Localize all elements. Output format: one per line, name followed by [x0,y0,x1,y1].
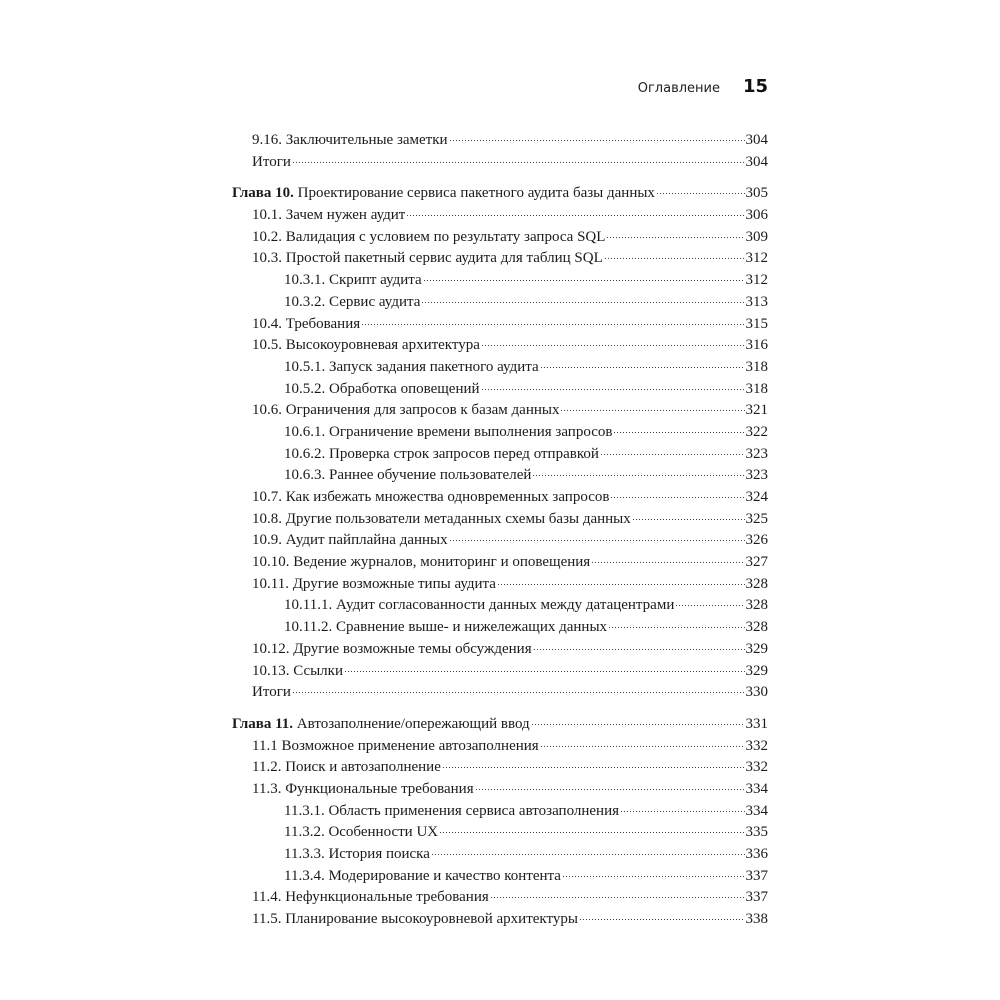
toc-entry[interactable] [232,509,768,531]
toc-page-number: 325 [745,510,768,527]
dot-leader [531,724,745,725]
dot-leader [449,140,745,141]
toc-entry-text: 10.10. Ведение журналов, мониторинг и оповещения [252,554,591,571]
toc-page-number: 323 [745,445,768,462]
toc-entry[interactable] [232,152,768,174]
toc-entry-title [284,379,480,401]
toc-entry-text: 11.2. Поиск и автозаполнение [252,759,441,776]
dot-leader [421,302,744,303]
toc-entry-text: 11.3.2. Особенности UX [284,824,439,841]
toc-entry-text: 10.8. Другие пользователи метаданных схемы базы данных [252,510,631,527]
toc-page-number: 328 [745,575,768,592]
toc-entry-title [252,130,448,152]
toc-chapter-entry[interactable] [232,714,768,736]
dot-leader [579,919,745,920]
dot-leader [562,876,745,877]
dot-leader [608,627,744,628]
toc-entry-text: 10.5.2. Обработка оповещений [284,380,480,397]
toc-group-spacer [232,173,768,183]
toc-page-number: 332 [745,759,768,776]
toc-page-number: 332 [745,737,768,754]
toc-entry-text: Итоги [252,153,291,170]
toc-entry[interactable] [232,574,768,596]
toc-entry-title [252,314,360,336]
toc-entry[interactable] [232,801,768,823]
toc-page-number: 304 [745,132,768,148]
toc-page-number: 326 [745,532,768,549]
toc-entry[interactable] [232,595,768,617]
toc-entry[interactable] [232,270,768,292]
toc-entry[interactable] [232,822,768,844]
dot-leader [620,811,745,812]
dot-leader [423,280,745,281]
toc-entry[interactable] [232,314,768,336]
toc-page-number: 305 [745,185,768,202]
page-header [232,76,768,102]
toc-page-number: 316 [745,337,768,354]
toc-entry[interactable] [232,444,768,466]
toc-page-number: 334 [745,780,768,797]
toc-entry-text: 11.1 Возможное применение автозаполнения [252,737,539,754]
dot-leader [406,215,744,216]
toc-entry-text: 10.11.1. Аудит согласованности данных между датацентрами [284,597,675,614]
toc-entry-text: 11.5. Планирование высокоуровневой архитектуры [252,911,578,928]
dot-leader [532,475,744,476]
toc-entry-title [284,422,612,444]
dot-leader [600,454,745,455]
toc-entry-text: Автозаполнение/опережающий ввод [293,715,530,732]
dot-leader [560,410,744,411]
dot-leader [656,193,745,194]
toc-entry[interactable] [232,292,768,314]
toc-entry-text: 10.9. Аудит пайплайна данных [252,532,448,549]
toc-group [232,714,768,931]
toc-page-number: 328 [745,619,768,636]
toc-entry-text: Итоги [252,684,291,701]
toc-entry-title [252,509,631,531]
toc-entry[interactable] [232,422,768,444]
toc-entry-text: 11.3.4. Модерирование и качество контента [284,867,561,884]
toc-entry[interactable] [232,779,768,801]
dot-leader [439,832,744,833]
dot-leader [449,540,745,541]
toc-page-number: 304 [745,153,768,170]
toc-entry[interactable] [232,465,768,487]
toc-entry-text: 9.16. Заключительные заметки [252,132,448,148]
toc-entry-title [252,736,539,758]
running-title: Оглавление [637,81,720,96]
chapter-label: Глава 11. [232,715,294,732]
dot-leader [475,789,745,790]
dot-leader [613,432,744,433]
toc-page-number: 318 [745,358,768,375]
toc-entry-title [284,292,420,314]
toc-entry[interactable] [232,487,768,509]
toc-page-number: 328 [745,597,768,614]
toc-entry-title [284,595,674,617]
toc-entry-title [284,357,539,379]
toc-entry-text: 10.7. Как избежать множества одновременных запросов [252,489,610,505]
toc-page-number: 312 [745,272,768,289]
toc-entry-text: 10.6. Ограничения для запросов к базам данных [252,402,560,419]
chapter-label: Глава 10. [232,185,294,202]
toc-page-number: 337 [745,889,768,906]
toc-entry-title [252,487,609,509]
toc-entry-title [284,270,422,292]
toc-entry-text: 11.3.1. Область применения сервиса автозаполнения [284,802,619,819]
toc-entry-text: 10.6.1. Ограничение времени выполнения запросов [284,423,613,440]
toc-page-number: 315 [745,315,768,332]
toc-entry-title [252,335,480,357]
dot-leader [591,562,744,563]
toc-entry-text: 10.6.2. Проверка строк запросов перед отправкой [284,445,599,462]
toc-page-number: 321 [745,402,768,419]
toc-entry[interactable] [232,552,768,574]
toc-entry-title [284,801,619,823]
toc-entry-title [284,866,561,888]
toc-entry-title [252,152,291,174]
toc-entry-text: 10.11.2. Сравнение выше- и нижележащих данных [284,619,608,636]
toc-entry-text: 10.2. Валидация с условием по результату запроса SQL [252,228,606,245]
dot-leader [533,649,745,650]
toc-entry-text: 10.12. Другие возможные темы обсуждения [252,640,532,657]
toc-entry-text: 10.6.3. Раннее обучение пользователей [284,467,532,484]
toc-entry[interactable] [232,887,768,909]
toc-entry-title [252,909,578,931]
dot-leader [292,162,745,163]
toc-entry[interactable] [232,757,768,779]
toc-entry[interactable] [232,909,768,931]
toc-page-number: 324 [745,489,768,505]
toc-page-number: 338 [745,911,768,928]
toc-page-number: 330 [745,684,768,701]
dot-leader [361,324,744,325]
toc-page-number: 306 [745,207,768,224]
toc-entry[interactable] [232,248,768,270]
table-of-contents [232,130,768,931]
toc-group-spacer [232,704,768,714]
toc-entry-title [252,205,405,227]
toc-entry-title [252,661,343,683]
toc-entry-text: 10.3.2. Сервис аудита [284,293,421,310]
toc-entry[interactable] [232,844,768,866]
toc-entry-title [284,617,607,639]
toc-entry-text: 11.4. Нефункциональные требования [252,889,489,906]
toc-entry[interactable] [232,357,768,379]
dot-leader [606,237,744,238]
dot-leader [632,519,745,520]
toc-entry[interactable] [232,130,768,152]
toc-entry-text: 10.3.1. Скрипт аудита [284,272,422,289]
toc-entry-text: 11.3. Функциональные требования [252,780,474,797]
toc-group [232,130,768,173]
toc-page-number: 313 [745,293,768,310]
toc-entry-title [252,400,559,422]
toc-entry-text: 10.3. Простой пакетный сервис аудита для таблиц SQL [252,250,603,267]
toc-entry[interactable] [232,335,768,357]
dot-leader [481,345,745,346]
toc-entry-title [252,639,532,661]
toc-entry-title [252,779,474,801]
toc-entry-title [284,822,438,844]
toc-entry-text: 11.3.3. История поиска [284,846,430,862]
toc-page-number: 331 [745,715,768,732]
toc-entry[interactable] [232,866,768,888]
toc-entry[interactable] [232,379,768,401]
dot-leader [540,367,745,368]
toc-chapter-entry[interactable] [232,183,768,205]
toc-page-number: 329 [745,640,768,657]
toc-entry-title [252,248,603,270]
toc-entry[interactable] [232,530,768,552]
toc-entry[interactable] [232,736,768,758]
toc-page-number: 318 [745,380,768,397]
toc-entry-title [284,444,599,466]
dot-leader [675,605,744,606]
dot-leader [481,389,745,390]
toc-entry-text: 10.13. Ссылки [252,662,343,679]
toc-entry-title [232,183,655,205]
toc-page-number: 334 [745,802,768,819]
toc-entry[interactable] [232,205,768,227]
toc-page-number: 329 [745,662,768,679]
toc-page-number: 327 [745,554,768,571]
dot-leader [540,746,745,747]
page-number: 15 [742,76,768,97]
toc-group [232,183,768,704]
toc-entry-title [252,227,605,249]
dot-leader [431,854,745,855]
dot-leader [442,767,745,768]
toc-entry-title [252,552,590,574]
toc-entry-title [232,714,530,736]
toc-page-number: 337 [745,867,768,884]
toc-entry[interactable] [232,227,768,249]
toc-entry-title [252,574,496,596]
toc-entry-title [252,757,441,779]
dot-leader [490,897,745,898]
toc-page-number: 309 [745,228,768,245]
dot-leader [604,258,745,259]
toc-page-number: 335 [745,824,768,841]
toc-entry[interactable] [232,400,768,422]
toc-entry[interactable] [232,682,768,704]
toc-entry-text: Проектирование сервиса пакетного аудита базы данных [293,185,655,202]
toc-entry-title [252,682,291,704]
dot-leader [344,671,745,672]
toc-entry-title [284,465,531,487]
toc-entry-text: 10.1. Зачем нужен аудит [252,207,406,224]
toc-page-number: 336 [745,846,768,862]
dot-leader [292,692,745,693]
toc-entry-title [252,530,448,552]
toc-entry-title [252,887,489,909]
toc-page-number: 323 [745,467,768,484]
toc-entry-text: 10.11. Другие возможные типы аудита [252,575,496,592]
toc-entry[interactable] [232,639,768,661]
toc-entry-text: 10.4. Требования [252,315,361,332]
dot-leader [497,584,745,585]
toc-entry-text: 10.5.1. Запуск задания пакетного аудита [284,358,539,375]
dot-leader [610,497,744,498]
toc-entry-title [284,844,430,866]
toc-entry[interactable] [232,661,768,683]
toc-entry-text: 10.5. Высокоуровневая архитектура [252,337,480,354]
toc-page-number: 312 [745,250,768,267]
toc-entry[interactable] [232,617,768,639]
toc-page-number: 322 [745,423,768,440]
